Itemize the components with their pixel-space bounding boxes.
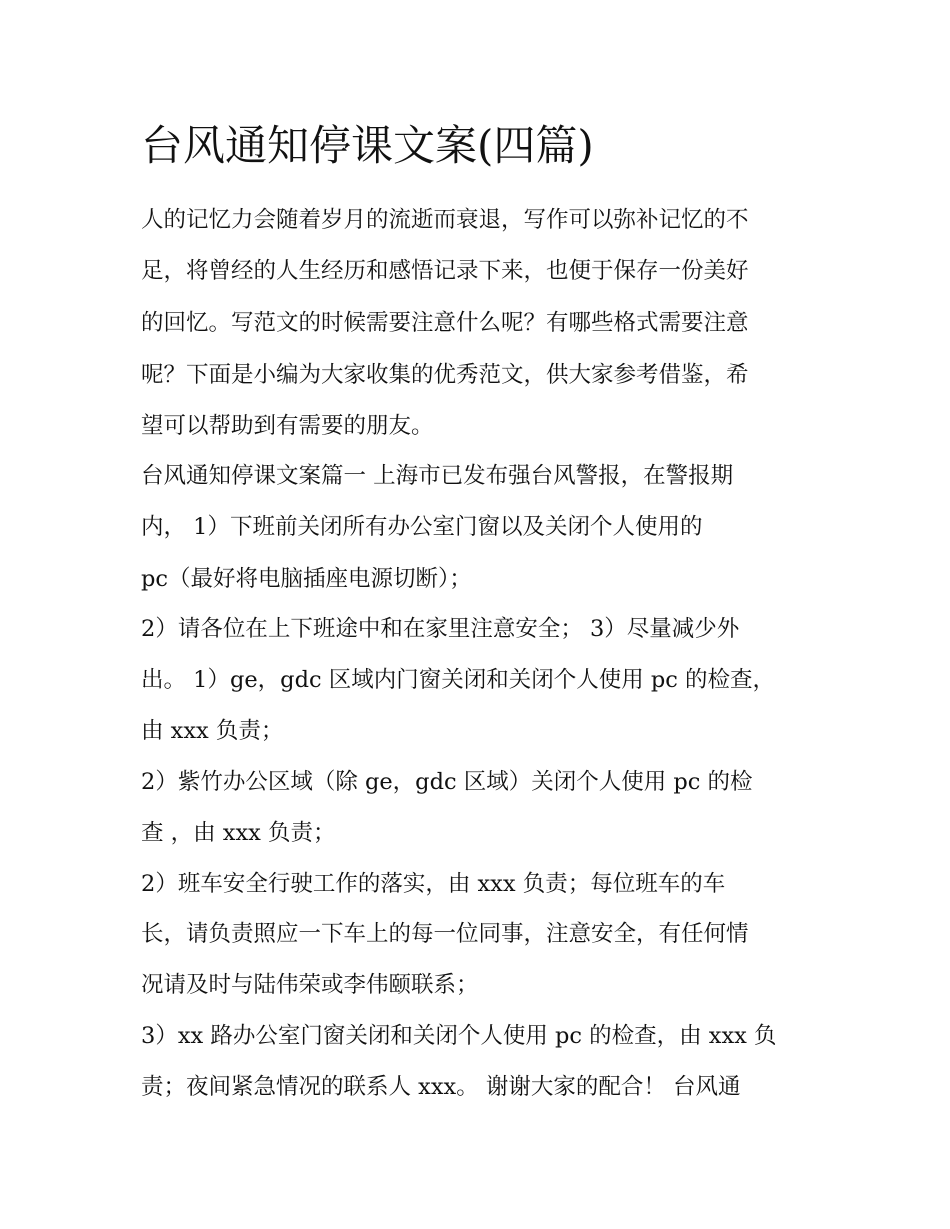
body-line-14: 2）班车安全行驶工作的落实，由 xxx 负责；每位班车的车 bbox=[141, 871, 726, 897]
body-line-2: 足，将曾经的人生经历和感悟记录下来，也便于保存一份美好 bbox=[141, 258, 749, 284]
body-line-1: 人的记忆力会随着岁月的流逝而衰退，写作可以弥补记忆的不 bbox=[141, 207, 749, 233]
body-line-9: 2）请各位在上下班途中和在家里注意安全； 3）尽量减少外 bbox=[141, 616, 740, 642]
body-line-7: 内， 1）下班前关闭所有办公室门窗以及关闭个人使用的 bbox=[141, 514, 703, 540]
body-line-18: 责；夜间紧急情况的联系人 xxx。 谢谢大家的配合！ 台风通 bbox=[141, 1074, 741, 1100]
body-line-4: 呢？下面是小编为大家收集的优秀范文，供大家参考借鉴，希 bbox=[141, 362, 749, 388]
body-line-8: pc（最好将电脑插座电源切断）； bbox=[141, 566, 472, 592]
document-title: 台风通知停课文案(四篇) bbox=[141, 121, 594, 170]
body-line-6: 台风通知停课文案篇一 上海市已发布强台风警报，在警报期 bbox=[141, 463, 734, 489]
body-line-3: 的回忆。写范文的时候需要注意什么呢？有哪些格式需要注意 bbox=[141, 310, 749, 336]
body-line-11: 由 xxx 负责； bbox=[141, 718, 284, 744]
body-line-13: 查 ，由 xxx 负责； bbox=[141, 820, 336, 846]
body-line-15: 长，请负责照应一下车上的每一位同事，注意安全，有任何情 bbox=[141, 921, 749, 947]
body-line-17: 3）xx 路办公室门窗关闭和关闭个人使用 pc 的检查，由 xxx 负 bbox=[141, 1023, 777, 1049]
body-line-5: 望可以帮助到有需要的朋友。 bbox=[141, 413, 434, 439]
body-line-10: 出。 1）ge，gdc 区域内门窗关闭和关闭个人使用 pc 的检查， bbox=[141, 667, 776, 693]
body-line-12: 2）紫竹办公区域（除 ge，gdc 区域）关闭个人使用 pc 的检 bbox=[141, 769, 753, 795]
body-line-16: 况请及时与陆伟荣或李伟颐联系； bbox=[141, 972, 479, 998]
